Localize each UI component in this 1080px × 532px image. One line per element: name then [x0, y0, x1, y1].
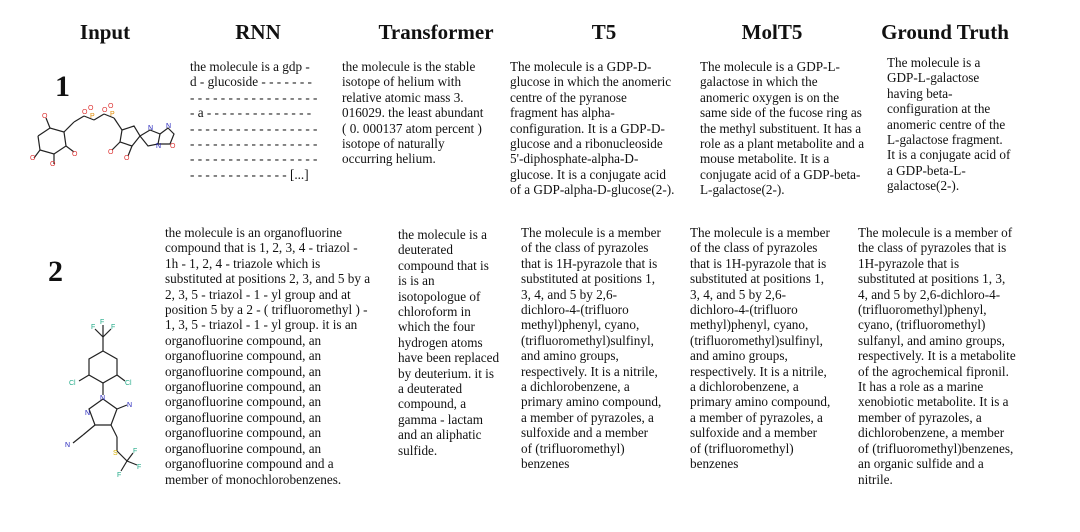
row-2-rnn-text: the molecule is an organofluorine compound that is 1, 2, 3, 4 - triazol - 1h - 1, 2, 4 - triazole which is substituted at positions 2, 3, and 5 by a 2, 3, 5 - triazol - 1 - yl group and at position 5 by a 2 - ( trifluoromethyl ) - 1, 3, 5 - triazol - 1 - yl group. it is an organofluorine compound, an organofluorine compound, an organofluorine compound, an organofluorine compound, an organofluorine compound, an organofluorine compound, an organofluorine compound, an organofluorine compound, an organofluorine compound and a member of monochlorobenzenes. [165, 225, 371, 487]
row-number-2: 2 [48, 255, 63, 288]
row-2-ground-truth-text: The molecule is a member of the class of pyrazoles that is 1H-pyrazole that is substituted at positions 1, 3, 4, and 5 by 2,6-dichloro-4- (trifluoromethyl)phenyl, cyano, (trifluoromethyl) sulfanyl, and amino groups, respectively. It is a metabolite of the agrochemical fipronil. It has a role as a marine xenobiotic metabolite. It is a member of pyrazoles, a dichlorobenzene, a member of (trifluoromethyl)benzenes, an organic sulfide and a nitrile. [858, 225, 1016, 487]
row-2-transformer-text: the molecule is a deuterated compound that is is is an isotopologue of chloroform in which the four hydrogen atoms have been replaced by deuterium. it is a deuterated compound, a gamma - lactam and an aliphatic sulfide. [398, 227, 500, 458]
molecule-structure-2 [55, 315, 145, 495]
row-1-transformer-text: the molecule is the stable isotope of helium with relative atomic mass 3. 016029. the least abundant ( 0. 000137 atom percent ) isotope of naturally occurring helium. [342, 59, 484, 167]
row-1-t5-text: The molecule is a GDP-D- glucose in which the anomeric centre of the pyranose fragment has alpha- configuration. It is a GDP-D- glucose and a ribonucleoside 5'-diphosphate-alpha-D- glucose. It is a conjugate acid of a GDP-alpha-D-glucose(2-). [510, 59, 675, 198]
header-ground-truth: Ground Truth [881, 20, 1009, 44]
svg-text:O: O [30, 155, 36, 162]
svg-text:O: O [108, 149, 114, 156]
molecule-structure-1 [28, 88, 178, 168]
svg-text:N: N [85, 410, 91, 417]
svg-text:Cl: Cl [125, 380, 132, 387]
svg-text:F: F [91, 324, 96, 331]
header-rnn: RNN [235, 20, 281, 44]
svg-text:N: N [166, 123, 172, 130]
svg-text:O: O [50, 161, 56, 168]
row-1-molt5-text: The molecule is a GDP-L- galactose in which the anomeric oxygen is on the same side of the fucose ring as the methyl substituent. It has a role as a plant metabolite and a mouse metabolite. It is a conjugate acid of a GDP-beta- L-galactose(2-). [700, 59, 865, 198]
svg-text:O: O [72, 151, 78, 158]
row-2-t5-text: The molecule is a member of the class of pyrazoles that is 1H-pyrazole that is substituted at positions 1, 3, 4, and 5 by 2,6- dichloro-4-(trifluoro methyl)phenyl, cyano, (trifluoromethyl)sulfinyl, and amino groups, respectively. It is a nitrile, a dichlorobenzene, a primary amino compound, a member of pyrazoles, a sulfoxide and a member of (trifluoromethyl) benzenes [521, 225, 662, 472]
svg-text:O: O [88, 105, 94, 112]
svg-text:N: N [127, 402, 133, 409]
svg-text:N: N [65, 442, 71, 449]
svg-text:F: F [100, 319, 105, 326]
svg-text:O: O [108, 103, 114, 110]
svg-text:S: S [113, 450, 118, 457]
svg-text:F: F [137, 464, 142, 471]
svg-text:F: F [133, 448, 138, 455]
svg-text:P: P [110, 111, 115, 118]
svg-text:O: O [102, 107, 108, 114]
svg-text:O: O [124, 155, 130, 162]
svg-text:F: F [117, 472, 122, 479]
row-1-rnn-text: the molecule is a gdp - d - glucoside - - - - - - - - - - - - - - - - - - - - - - - - - a - - - - - - - - - - - - - - - - - - - - - - - - - - - - - - - - - - - - - - - - - - - - - - - - - - - - - - - - - - - - - - - - - - - - - - - - - - - - - - [...] [190, 59, 318, 182]
header-molt5: MolT5 [741, 20, 803, 44]
svg-text:O: O [42, 113, 48, 120]
svg-text:N: N [148, 125, 154, 132]
header-t5: T5 [591, 20, 617, 44]
svg-text:Cl: Cl [69, 380, 76, 387]
svg-text:N: N [156, 143, 162, 150]
svg-text:O: O [82, 109, 88, 116]
svg-text:P: P [90, 113, 95, 120]
header-input: Input [79, 20, 131, 44]
svg-text:O: O [170, 143, 176, 150]
row-number-1: 1 [55, 70, 70, 103]
header-transformer: Transformer [378, 20, 494, 44]
svg-text:F: F [111, 324, 116, 331]
row-1-ground-truth-text: The molecule is a GDP-L-galactose having beta- configuration at the anomeric centre of the L-galactose fragment. It is a conjugate acid of a GDP-beta-L- galactose(2-). [887, 55, 1011, 194]
row-2-molt5-text: The molecule is a member of the class of pyrazoles that is 1H-pyrazole that is substituted at positions 1, 3, 4, and 5 by 2,6- dichloro-4-(trifluoro methyl)phenyl, cyano, (trifluoromethyl)sulfinyl, and amino groups, respectively. It is a nitrile, a dichlorobenzene, a primary amino compound, a member of pyrazoles, a sulfoxide and a member of (trifluoromethyl) benzenes [690, 225, 831, 472]
svg-text:N: N [100, 395, 106, 402]
